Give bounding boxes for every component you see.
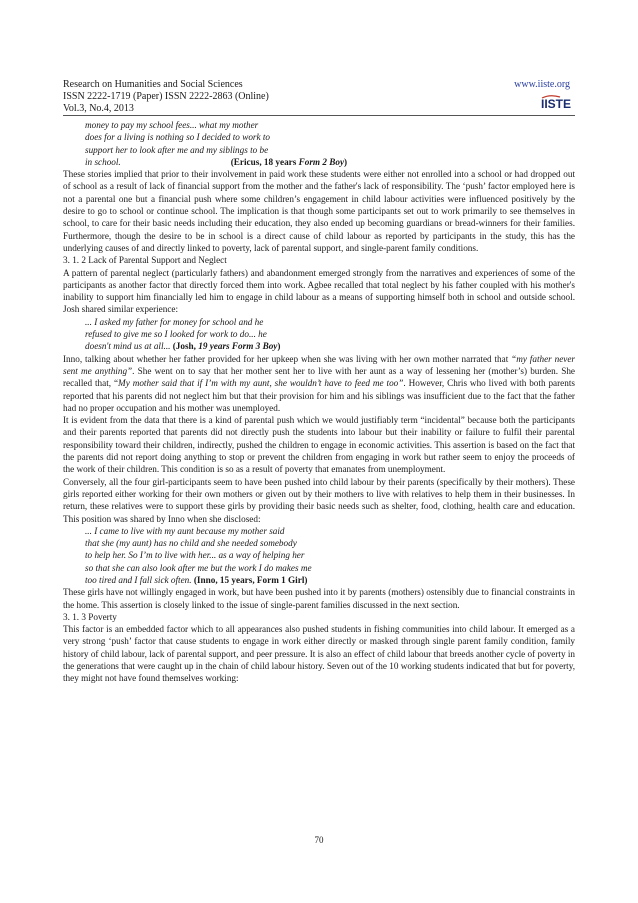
iiste-logo bbox=[540, 94, 574, 112]
paragraph: A pattern of parental neglect (particularly fathers) and abandonment emerged strongly from the narratives and experiences of some of the participants as another factor that directly forced them into work. Agbee recalled that total neglect by his father coupled with his mother's inability to support him financially led him to engage in child labour as a means of supporting himself both in school and outside school. Josh shared similar experience: bbox=[63, 267, 575, 315]
quote-attribution: (Ericus, 18 years Form 2 Boy) bbox=[230, 156, 348, 167]
quote-line: that she (my aunt) has no child and she needed somebody bbox=[85, 538, 297, 549]
quote-line: money to pay my school fees... what my mother bbox=[85, 120, 259, 130]
quote-line: ... I came to live with my aunt because my mother said bbox=[85, 525, 285, 536]
paragraph: Conversely, all the four girl-participants seem to have been pushed into child labour by their parents (specifically by their mothers). These girls reported either working for their own mothers or given out by their mothers to live with relatives to help them in their businesses. In return, these relatives were to support these girls by providing their basic needs such as shelter, food, clothing, health care and education. This position was shared by Inno when she disclosed: bbox=[63, 476, 575, 524]
paragraph: It is evident from the data that there is a kind of parental push which we would justifiably term “incidental” because both the participants and their parents reported that parents did not directly push the students into labour but their inability or failure to fulfil their parental responsibility toward their children, indirectly, pushed the children to engage in economic activities. This assertion is based on the fact that the parents did not report doing anything to stop or prevent the children from engaging in work but rather seem to enjoy the proceeds of the work of their children. This condition is so as a result of poverty that emanates from unemployment. bbox=[63, 415, 575, 475]
logo-text: IISTE bbox=[541, 97, 572, 111]
paragraph: This factor is an embedded factor which to all appearances also pushed students in fishing communities into child labour. It emerged as a very strong ‘push’ factor that cause students to engage in work either directly or masked through single parent family condition, family history of child labour, lack of parental support, and peer pressure. It is also an effect of child labour that breeds another cycle of poverty in the generations that were caught up in the chain of child labour history. Seven out of the 10 working students indicated that but for poverty, they might not have found themselves working: bbox=[63, 624, 575, 684]
quote-line: refused to give me so I looked for work to do... he bbox=[85, 329, 267, 340]
quote-line-last: too tired and I fall sick often. (Inno, 15 years, Form 1 Girl) bbox=[85, 574, 308, 585]
section-heading: 3. 1. 2 Lack of Parental Support and Neglect bbox=[63, 255, 227, 266]
paragraph: Inno, talking about whether her father provided for her upkeep when she was living with her own mother narrated that “my father never sent me anything”. She went on to say that her mother sent her to live with her aunt as a way of lessening her (mother’s) burden. She recalled that, “My mother said that if I’m with my aunt, she wouldn’t have to feed me too”. However, Chris who lived with both parents reported that his parents did not neglect him but that their provision for him and his siblings was insufficient due to the fact that the father had no proper occupation and his mother was unemployed. bbox=[63, 353, 575, 413]
header-rule bbox=[63, 115, 575, 116]
quote-line: to help her. So I’m to live with her... as a way of helping her bbox=[85, 550, 305, 561]
paragraph: These girls have not willingly engaged in work, but have been pushed into it by parents (mothers) ostensibly due to financial constraints in the home. This assertion is closely linked to the issue of single-parent families discussed in the next section. bbox=[63, 587, 575, 610]
journal-title: Research on Humanities and Social Sciences bbox=[63, 79, 243, 90]
quote-inno bbox=[63, 525, 575, 586]
quote-ericus bbox=[63, 119, 575, 168]
quote-josh bbox=[63, 316, 575, 353]
quote-line: ... I asked my father for money for school and he bbox=[85, 316, 264, 327]
paragraph: These stories implied that prior to their involvement in paid work these students were either not enrolled into a school or had dropped out of school as a result of lack of financial support from the mother and the father's lack of responsibility. The ‘push’ factor employed here is not a parental one but a financial push where some children’s engagement in child labour activities were influenced positively by the desire to go to school or continue school. The implication is that though some participants set out to work primarily to see themselves in school, to care for their basic needs including their education, they also ended up becoming guardians or bread-winners for their families. Furthermore, though the desire to be in school is a direct cause of child labour as reported by participants in the study, this has the underlying causes of and directly linked to poverty, lack of parental support, and single-parent family conditions. bbox=[63, 169, 575, 253]
page-body bbox=[63, 119, 575, 685]
journal-volume: Vol.3, No.4, 2013 bbox=[63, 103, 134, 114]
quote-line-last: in school. (Ericus, 18 years Form 2 Boy) bbox=[85, 156, 348, 167]
section-heading: 3. 1. 3 Poverty bbox=[63, 611, 117, 622]
page-number: 70 bbox=[314, 835, 324, 845]
quote-line: does for a living is nothing so I decided to work to bbox=[85, 132, 271, 143]
quote-line-last: doesn't mind us at all... (Josh, 19 years Form 3 Boy) bbox=[85, 341, 281, 352]
quote-line: support her to look after me and my siblings to be bbox=[85, 144, 269, 155]
journal-header bbox=[63, 79, 269, 115]
quote-line: so that she can also look after me but the work I do makes me bbox=[85, 562, 312, 573]
journal-issn: ISSN 2222-1719 (Paper) ISSN 2222-2863 (Online) bbox=[63, 91, 269, 102]
quote-attribution: (Josh, 19 years Form 3 Boy) bbox=[172, 341, 281, 352]
website-link[interactable]: www.iiste.org bbox=[514, 79, 570, 90]
quote-attribution: (Inno, 15 years, Form 1 Girl) bbox=[193, 574, 308, 585]
